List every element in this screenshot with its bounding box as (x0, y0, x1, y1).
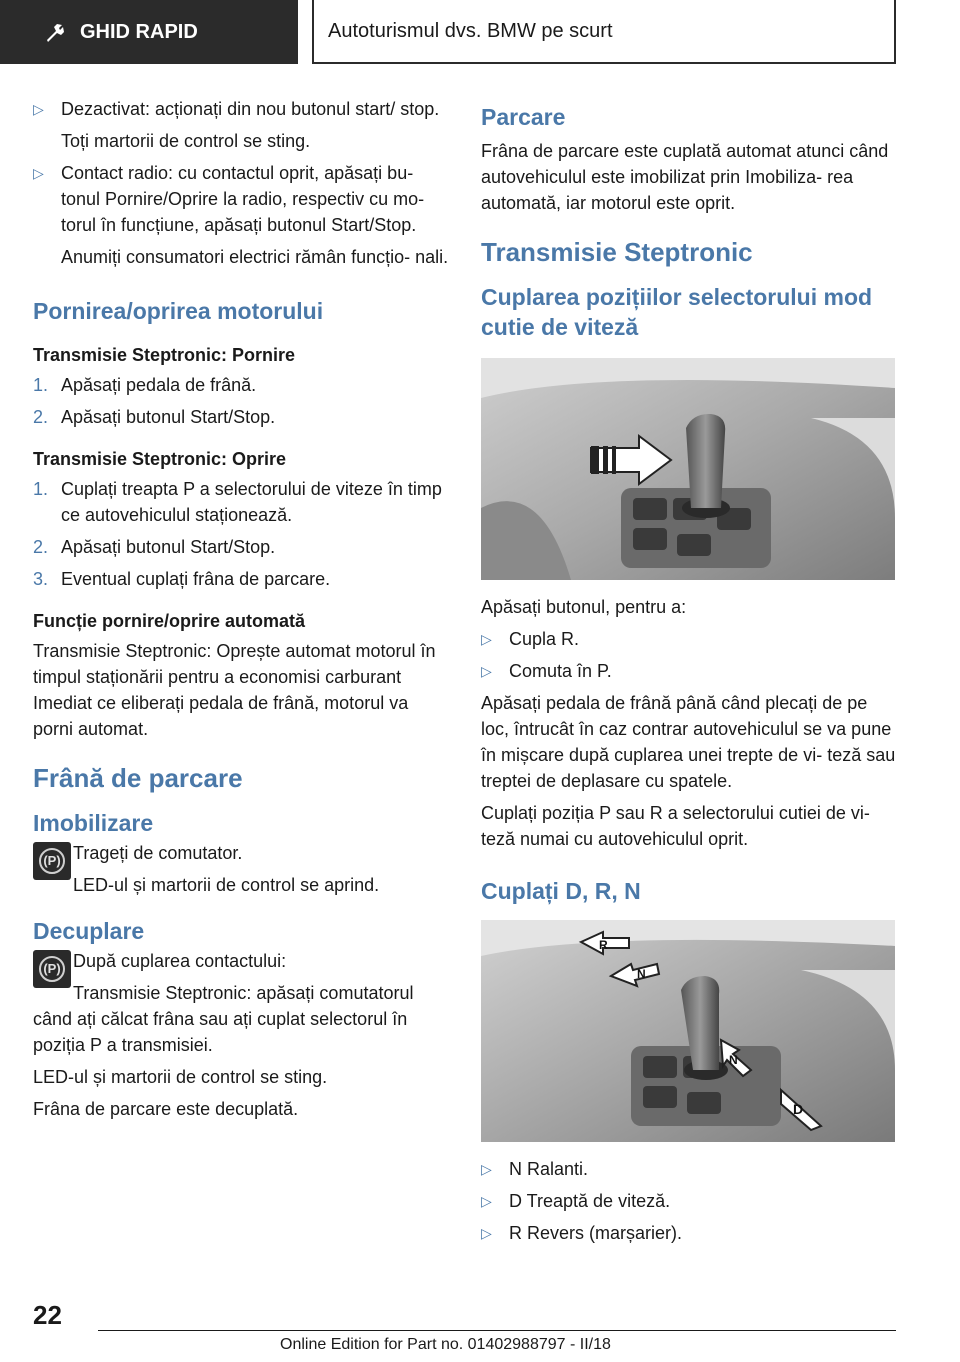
section-heading-transmisie: Transmisie Steptronic (481, 237, 753, 267)
triangle-bullet-icon: ▷ (481, 1193, 492, 1209)
bullet-text: Comuta în P. (509, 661, 612, 681)
subsection-heading-cuplati: Cuplați D, R, N (481, 878, 641, 904)
subsection-heading-decuplare: Decuplare (33, 918, 145, 944)
parking-brake-button-icon: (P) (33, 950, 71, 988)
paragraph-text: Transmisie Steptronic: apăsați comutatorul când ați călcat frâna sau ați cuplat selectorul în poziția P a transmisiei. (33, 983, 414, 1055)
triangle-bullet-icon: ▷ (481, 631, 492, 647)
triangle-bullet-icon: ▷ (481, 663, 492, 679)
left-column (33, 96, 449, 1128)
triangle-bullet-icon: ▷ (481, 1161, 492, 1177)
step-text: Apăsați butonul Start/Stop. (61, 537, 276, 557)
right-column (481, 96, 897, 1252)
bullet-text: Dezactivat: acționați din nou butonul start/ stop. (61, 99, 440, 119)
paragraph: Apăsați pedala de frână până când plecați de pe loc, întrucât în caz contrar autovehiculul se va pune în mișcare după cuplarea unei trepte de vi- teză sau treptei de deplasare cu spatele. (481, 693, 896, 791)
gear-label-n: N (637, 967, 646, 981)
list-item: 1. Cuplați treapta P a selectorului de viteze în timp ce autovehiculul staționează. (33, 479, 442, 525)
header-tab (0, 0, 298, 64)
footer-divider (98, 1330, 896, 1331)
bullet-note: Anumiți consumatori electrici rămân funcțio- nali. (61, 247, 449, 267)
imobilizare-row (33, 840, 449, 898)
paragraph: Cuplați poziția P sau R a selectorului cutiei de vi- teză numai cu autovehiculul oprit. (481, 803, 870, 849)
triangle-bullet-icon: ▷ (33, 101, 44, 117)
list-item (481, 1188, 897, 1214)
paragraph: Apăsați butonul, pentru a: (481, 597, 687, 617)
paragraph-text: Transmisie Steptronic: Oprește automat motorul în timpul staționării pentru a economisi carburant (33, 641, 436, 687)
section-heading-pornire: Pornirea/oprirea motorului (33, 298, 324, 324)
list-item (33, 160, 449, 270)
paragraph: Trageți de comutator. (73, 843, 243, 863)
list-item (481, 626, 897, 652)
subsection-heading-cuplarea: Cuplarea pozițiilor selectorului mod cutie de viteză (481, 284, 873, 340)
bullet-text: D Treaptă de viteză. (509, 1191, 671, 1211)
paragraph: Imediat ce eliberați pedala de frână, motorul va porni automat. (33, 693, 409, 739)
subheading-functie: Funcție pornire/oprire automată (33, 611, 306, 631)
paragraph: După cuplarea contactului: (73, 951, 287, 971)
bullet-text: N Ralanti. (509, 1159, 589, 1179)
list-item (481, 658, 897, 684)
paragraph: Frâna de parcare este decuplată. (33, 1099, 299, 1119)
bullet-text: R Revers (marșarier). (509, 1223, 683, 1243)
page-number: 22 (33, 1300, 62, 1330)
gear-selector-photo (481, 358, 895, 580)
gear-positions-photo (481, 920, 895, 1142)
wrench-icon (44, 21, 66, 43)
header-title-text: Autoturismul dvs. BMW pe scurt (328, 19, 613, 42)
subheading-oprire: Transmisie Steptronic: Oprire (33, 449, 287, 469)
paragraph: Frâna de parcare este cuplată automat atunci când autovehiculul este imobilizat prin Imobiliza- rea automată, iar motorul este oprit. (481, 141, 889, 213)
triangle-bullet-icon: ▷ (33, 165, 44, 181)
footer-edition: Online Edition for Part no. 01402988797 - II/18 (280, 1336, 611, 1353)
header-tab-label: GHID RAPID (80, 20, 198, 43)
decuplare-row (33, 948, 449, 974)
section-heading-frana: Frână de parcare (33, 763, 243, 793)
step-text: Apăsați pedala de frână. (61, 375, 257, 395)
list-item (33, 96, 449, 154)
subheading-pornire: Transmisie Steptronic: Pornire (33, 345, 296, 365)
paragraph: LED-ul și martorii de control se sting. (33, 1067, 328, 1087)
list-item: 2. Apăsați butonul Start/Stop. (33, 407, 276, 427)
list-item: 3. Eventual cuplați frâna de parcare. (33, 569, 331, 589)
gear-label-n: N (729, 1053, 738, 1067)
triangle-bullet-icon: ▷ (481, 1225, 492, 1241)
section-heading-parcare: Parcare (481, 104, 566, 130)
parking-brake-button-icon: (P) (33, 842, 71, 880)
bullet-text: Cupla R. (509, 629, 580, 649)
subsection-heading-imobilizare: Imobilizare (33, 810, 154, 836)
bullet-note: Toți martorii de control se sting. (61, 131, 311, 151)
list-item: 2. Apăsați butonul Start/Stop. (33, 537, 276, 557)
list-item: 1. Apăsați pedala de frână. (33, 375, 257, 395)
gear-label-r: R (599, 938, 608, 952)
step-text: Eventual cuplați frâna de parcare. (61, 569, 331, 589)
paragraph (33, 638, 449, 690)
list-item (481, 1220, 897, 1246)
step-text: Apăsați butonul Start/Stop. (61, 407, 276, 427)
bullet-text: Contact radio: cu contactul oprit, apăsați bu- tonul Pornire/Oprire la radio, respectiv cu mo- torul în funcțiune, apăsați butonul Start/Stop. (61, 163, 425, 235)
list-item (481, 1156, 897, 1182)
paragraph: LED-ul și martorii de control se aprind. (73, 875, 380, 895)
step-text: Cuplați treapta P a selectorului de viteze în timp ce autovehiculul staționează. (61, 479, 442, 525)
gear-label-d: D (793, 1101, 804, 1117)
paragraph (33, 980, 449, 1058)
header-title (312, 0, 896, 64)
